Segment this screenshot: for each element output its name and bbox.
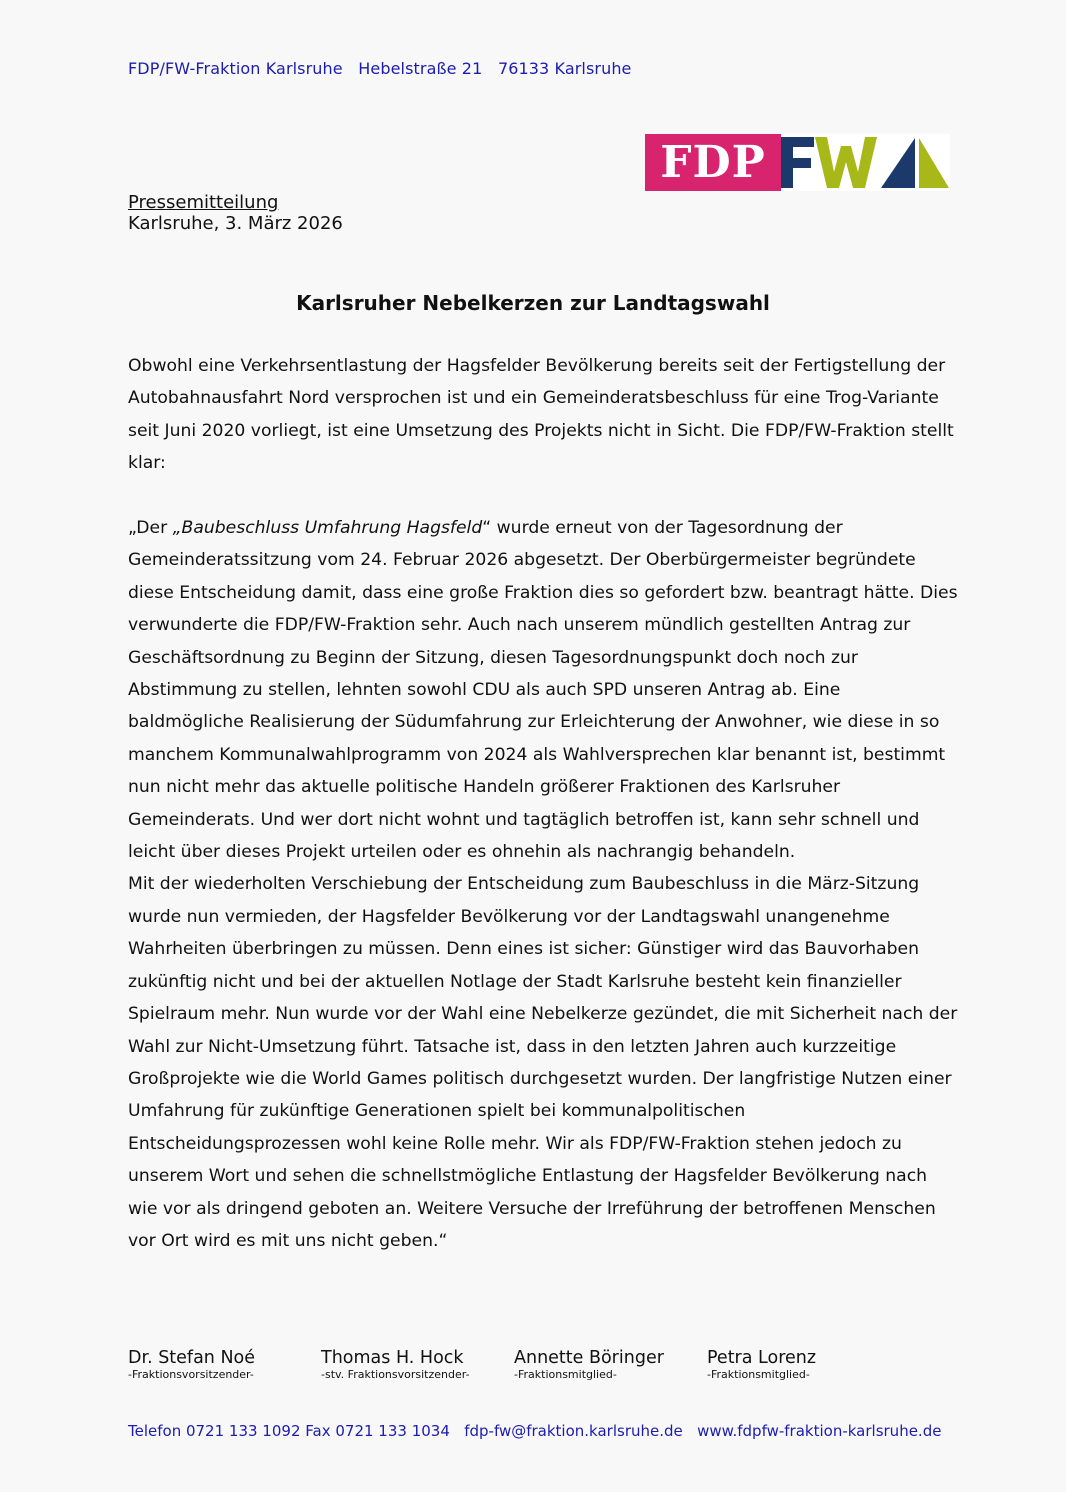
- signatory-role: -Fraktionsvorsitzender-: [128, 1368, 254, 1381]
- fax-number: Fax 0721 133 1034: [305, 1422, 450, 1440]
- document-type: Pressemitteilung: [128, 192, 279, 213]
- organization-name: FDP/FW-Fraktion Karlsruhe: [128, 59, 343, 78]
- website-link[interactable]: www.fdpfw-fraktion-karlsruhe.de: [697, 1422, 942, 1440]
- fdp-fw-logo: [645, 134, 950, 191]
- logo-fdp-block: FDP: [645, 134, 781, 191]
- second-paragraph: Mit der wiederholten Verschiebung der Entscheidung zum Baubeschluss in die März-Sitzung wurde nun vermieden, der Hagsfelder Bevölkerung vor der Landtagswahl unangenehme Wahrheiten überbringen zu müssen. Denn eines ist sicher: Günstiger wird das Bauvorhaben zukünftig nicht und bei der aktuellen Notlage der Stadt Karlsruhe besteht kein finanzieller Spielraum mehr. Nun wurde vor der Wahl eine Nebelkerze gezündet, die mit Sicherheit nach der Wahl zur Nicht-Umsetzung führt. Tatsache ist, dass in den letzten Jahren auch kurzzeitige Großprojekte wie die World Games politisch durchgesetzt wurden. Der langfristige Nutzen einer Umfahrung für zukünftige Generationen spielt bei kommunalpolitischen Entscheidungsprozessen wohl keine Rolle mehr. Wir als FDP/FW-Fraktion stehen jedoch zu unserem Wort und sehen die schnellstmögliche Entlastung der Hagsfelder Bevölkerung nach wie vor als dringend geboten an. Weitere Versuche der Irreführung der betroffenen Menschen vor Ort wird es mit uns nicht geben.“: [128, 874, 958, 1251]
- signature: [514, 1348, 707, 1382]
- signature: [707, 1348, 900, 1382]
- quote-paragraph: „Der „Baubeschluss Umfahrung Hagsfeld“ wurde erneut von der Tagesordnung der Gemeinderatssitzung vom 24. Februar 2026 abgesetzt. Der Oberbürgermeister begründete diese Entscheidung damit, dass eine große Fraktion dies so gefordert bzw. beantragt hätte. Dies verwunderte die FDP/FW-Fraktion sehr. Auch nach unserem mündlich gestellten Antrag zur Geschäftsordnung zu Beginn der Sitzung, diesen Tagesordnungspunkt doch noch zur Abstimmung zu stellen, lehnten sowohl CDU als auch SPD unseren Antrag ab. Eine baldmögliche Realisierung der Südumfahrung zur Erleichterung der Anwohner, wie diese in so manchem Kommunalwahlprogramm von 2024 als Wahlversprechen klar benannt ist, bestimmt nun nicht mehr das aktuelle politische Handeln größerer Fraktionen des Karlsruher Gemeinderats. Und wer dort nicht wohnt und tagtäglich betroffen ist, kann sehr schnell und leicht über dieses Projekt urteilen oder es ohnehin als nachrangig behandeln.: [128, 518, 958, 863]
- logo-fw-triangles-icon: [781, 134, 950, 191]
- signature-block: [128, 1348, 900, 1382]
- logo-fw-block: [781, 134, 950, 191]
- footer-contact: [128, 1422, 941, 1440]
- press-release-title: Karlsruher Nebelkerzen zur Landtagswahl: [296, 291, 770, 315]
- city-address: 76133 Karlsruhe: [497, 59, 632, 78]
- quoted-agenda-item: „Baubeschluss Umfahrung Hagsfeld: [172, 518, 483, 539]
- signature: [321, 1348, 514, 1382]
- intro-paragraph: Obwohl eine Verkehrsentlastung der Hagsfelder Bevölkerung bereits seit der Fertigstellung der Autobahnausfahrt Nord versprochen ist und ein Gemeinderatsbeschluss für eine Trog-Variante seit Juni 2020 vorliegt, ist eine Umsetzung des Projekts nicht in Sicht. Die FDP/FW-Fraktion stellt klar:: [128, 356, 954, 474]
- place-date: Karlsruhe, 3. März 2026: [128, 213, 343, 234]
- signatory-role: -Fraktionsmitglied-: [707, 1368, 810, 1381]
- signatory-name: Petra Lorenz: [707, 1348, 817, 1368]
- signatory-name: Thomas H. Hock: [321, 1348, 464, 1368]
- press-release-body: [128, 350, 958, 1257]
- signatory-role: -stv. Fraktionsvorsitzender-: [321, 1368, 470, 1381]
- phone-number: Telefon 0721 133 1092: [128, 1422, 301, 1440]
- email-link[interactable]: fdp-fw@fraktion.karlsruhe.de: [464, 1422, 683, 1440]
- signatory-role: -Fraktionsmitglied-: [514, 1368, 617, 1381]
- signatory-name: Annette Böringer: [514, 1348, 664, 1368]
- signatory-name: Dr. Stefan Noé: [128, 1348, 256, 1368]
- signature: [128, 1348, 321, 1382]
- street-address: Hebelstraße 21: [358, 59, 483, 78]
- letterhead-address: [128, 59, 632, 78]
